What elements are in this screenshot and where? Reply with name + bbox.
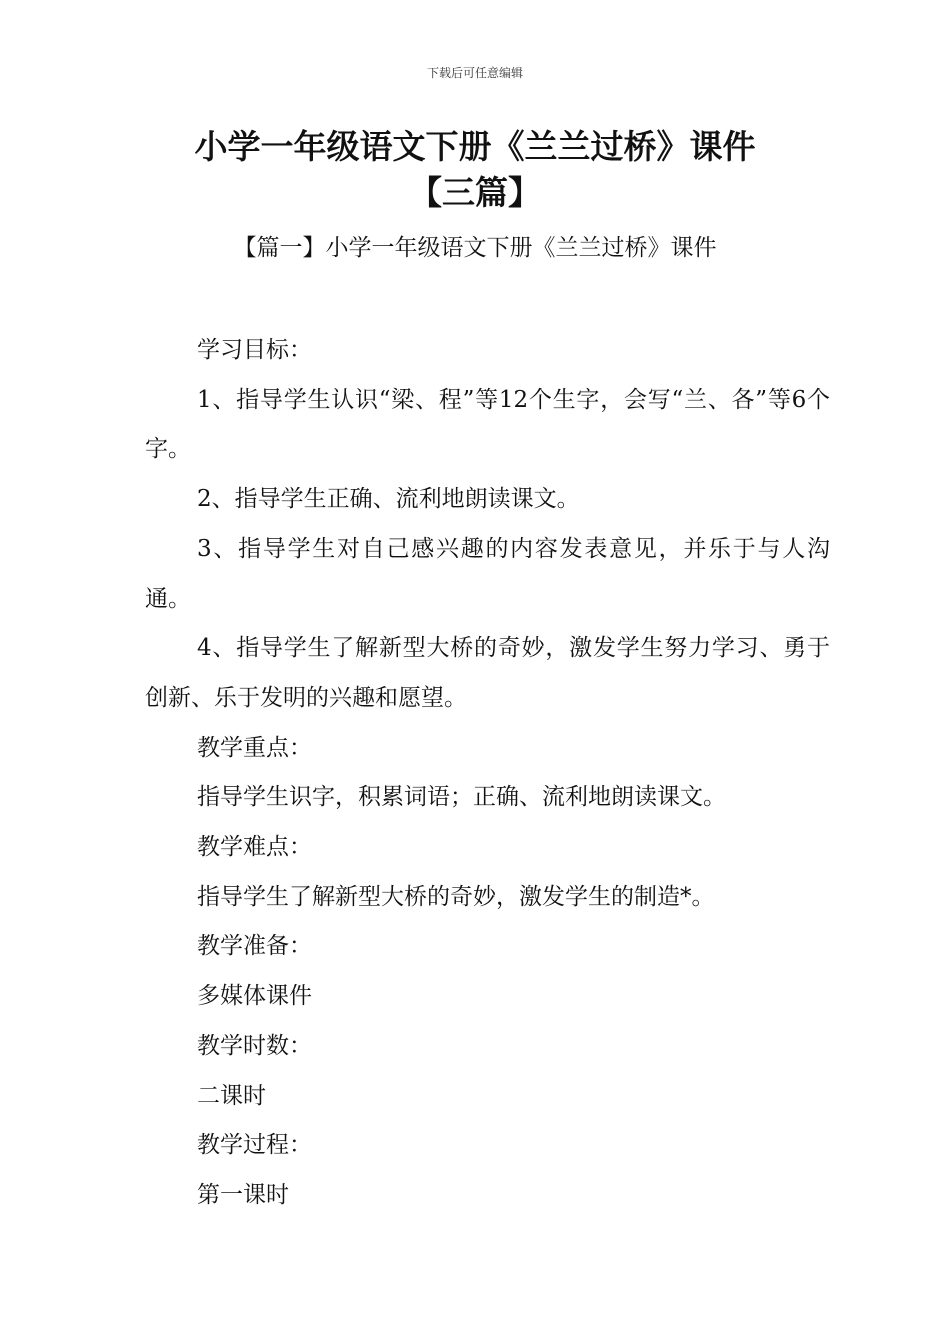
paragraph-learning-goals-label: 学习目标：: [197, 337, 312, 363]
paragraph-goal-1: 1、指导学生认识“梁、程”等12个生字，会写“兰、各”等6个字。: [145, 386, 830, 463]
document-title-line-1: 小学一年级语文下册《兰兰过桥》课件: [194, 127, 756, 166]
paragraph-difficulties-label: 教学难点：: [197, 834, 312, 861]
paragraph-goal-2: 2、指导学生正确、流利地朗读课文。: [197, 486, 580, 513]
paragraph-process-label: 教学过程：: [197, 1132, 312, 1159]
document-title: [0, 124, 950, 216]
document-title-line-2: 【三篇】: [409, 173, 541, 212]
paragraph-hours: 二课时: [197, 1082, 266, 1109]
paragraph-goal-4: 4、指导学生了解新型大桥的奇妙，激发学生努力学习、勇于创新、乐于发明的兴趣和愿望。: [145, 635, 830, 711]
paragraph-preparation-label: 教学准备：: [197, 933, 312, 960]
paragraph-key-points: 指导学生识字，积累词语；正确、流利地朗读课文。: [197, 784, 726, 811]
page-header-note: 下载后可任意编辑: [426, 66, 523, 80]
paragraph-hours-label: 教学时数：: [197, 1032, 312, 1059]
paragraph-difficulties: 指导学生了解新型大桥的奇妙，激发学生的制造*。: [197, 883, 715, 910]
paragraph-goal-3: 3、指导学生对自己感兴趣的内容发表意见，并乐于与人沟通。: [145, 535, 830, 612]
paragraph-first-lesson: 第一课时: [197, 1181, 289, 1208]
paragraph-preparation: 多媒体课件: [197, 983, 312, 1010]
document-body: [145, 326, 830, 1221]
section-heading: 【篇一】小学一年级语文下册《兰兰过桥》课件: [233, 235, 717, 261]
paragraph-key-points-label: 教学重点：: [197, 734, 312, 761]
